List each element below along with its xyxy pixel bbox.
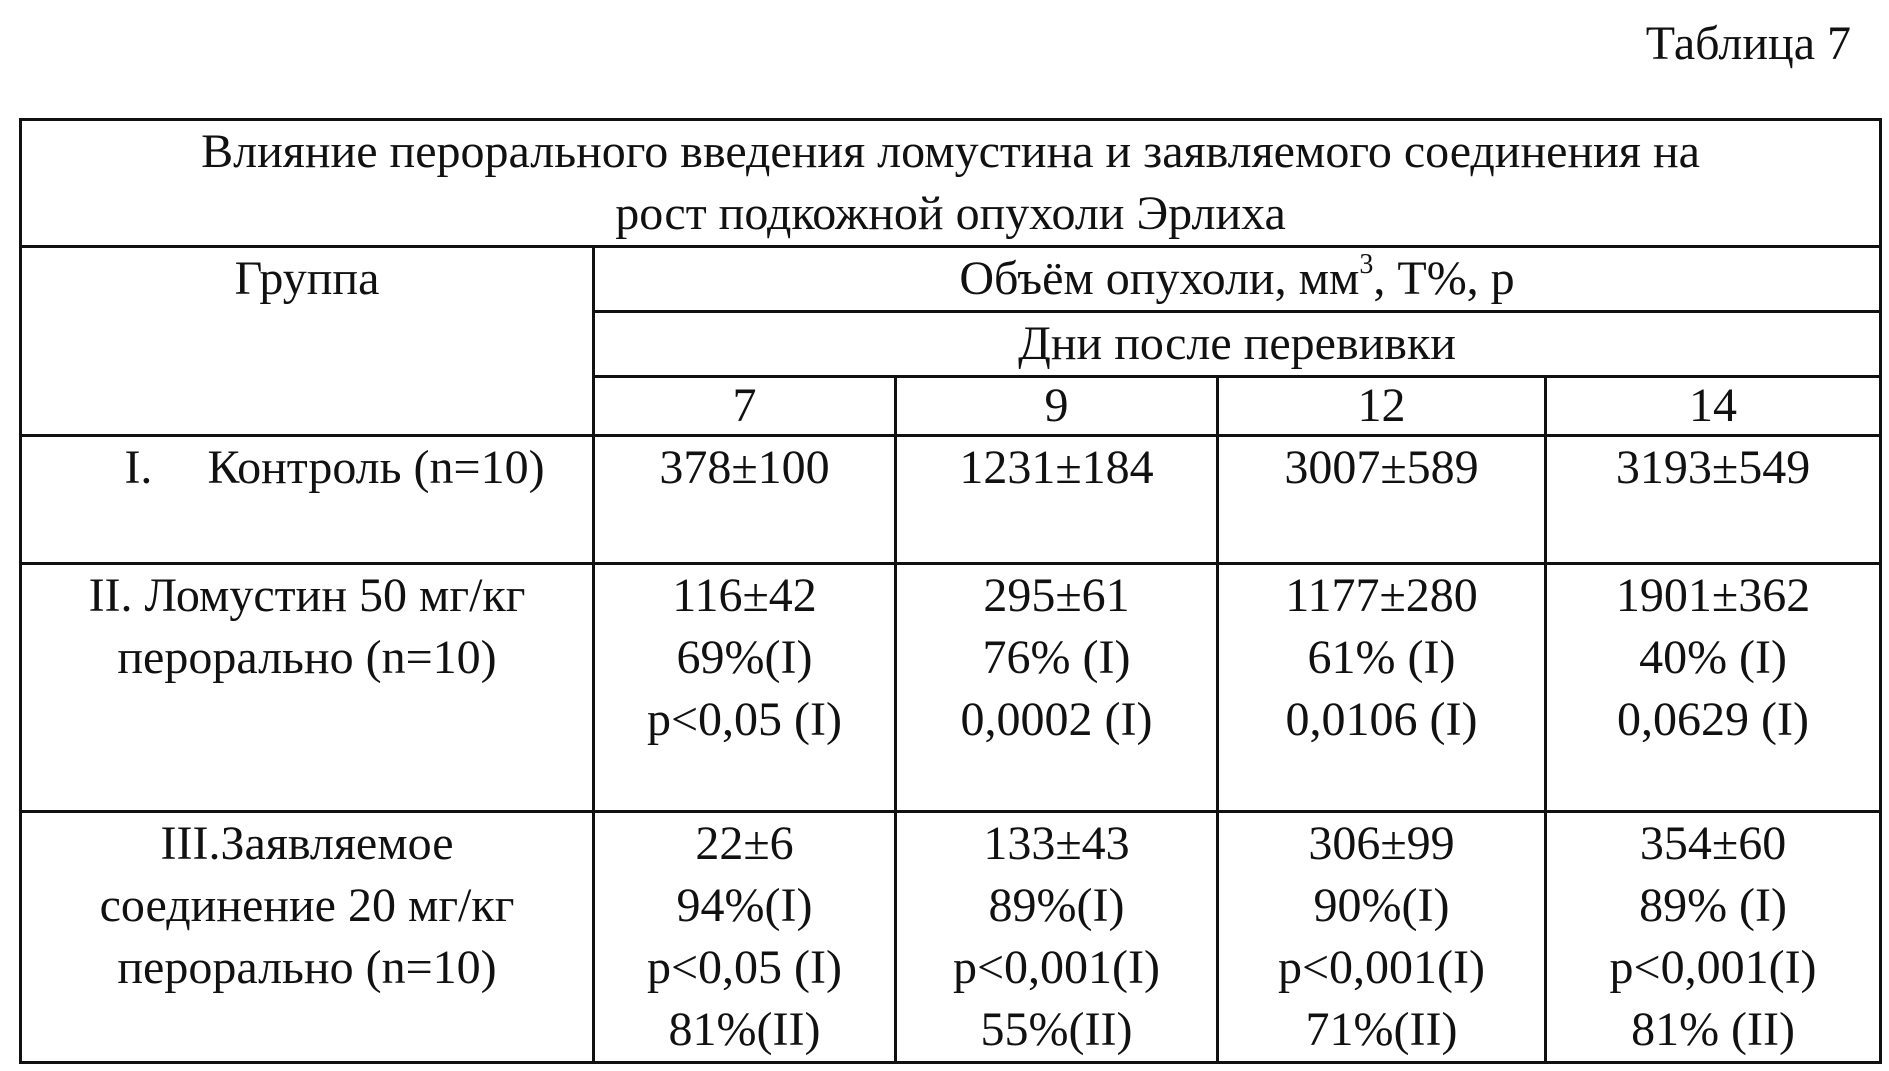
value-line: 3007±589	[1284, 441, 1479, 494]
group-label: соединение 20 мг/кг	[99, 879, 515, 932]
value-line: 89% (I)	[1639, 879, 1787, 932]
value-line: 76% (I)	[982, 631, 1131, 684]
value-cell	[1546, 564, 1881, 812]
volume-header-text: Объём опухоли, мм	[959, 252, 1360, 305]
table-row-claimed-compound	[21, 812, 1881, 1063]
value-line: 378±100	[659, 441, 830, 494]
group-number: I.	[124, 441, 153, 494]
day-header: 7	[594, 377, 896, 436]
group-cell	[21, 436, 594, 564]
value-line: 1901±362	[1615, 569, 1811, 622]
value-cell	[594, 812, 896, 1063]
group-label: Контроль (n=10)	[207, 441, 545, 494]
group-label: перорально (n=10)	[117, 631, 497, 684]
value-line: 3193±549	[1615, 441, 1811, 494]
volume-header	[594, 247, 1881, 312]
value-line: p<0,05 (I)	[646, 941, 843, 994]
value-line: 0,0106 (I)	[1285, 693, 1478, 746]
value-line: 90%(I)	[1313, 879, 1450, 932]
value-cell	[1218, 564, 1546, 812]
value-line: p<0,001(I)	[1277, 941, 1486, 994]
header-row	[21, 247, 1881, 312]
value-line: 1177±280	[1285, 569, 1478, 622]
day-header: 12	[1218, 377, 1546, 436]
group-label: перорально (n=10)	[117, 941, 497, 994]
value-line: 94%(I)	[676, 879, 813, 932]
value-line: 295±61	[983, 569, 1130, 622]
value-line: 354±60	[1639, 817, 1787, 870]
value-cell	[594, 564, 896, 812]
table-row-lomustine	[21, 564, 1881, 812]
value-line: 81% (II)	[1631, 1003, 1795, 1056]
value-line: 55%(II)	[980, 1003, 1133, 1056]
value-line: p<0,001(I)	[1609, 941, 1817, 994]
value-cell	[594, 436, 896, 564]
value-line: 81%(II)	[668, 1003, 821, 1056]
value-cell	[1546, 812, 1881, 1063]
volume-unit-exponent: 3	[1359, 249, 1374, 280]
table-row-control	[21, 436, 1881, 564]
value-line: 0,0002 (I)	[960, 693, 1153, 746]
value-line: 116±42	[672, 569, 817, 622]
value-cell	[896, 812, 1218, 1063]
group-cell	[21, 564, 594, 812]
results-table	[19, 118, 1882, 1064]
value-line: 40% (I)	[1639, 631, 1787, 684]
days-caption: Дни после перевивки	[594, 312, 1881, 377]
day-header: 9	[896, 377, 1218, 436]
value-line: 1231±184	[959, 441, 1154, 494]
caption-line: рост подкожной опухоли Эрлиха	[615, 187, 1286, 240]
group-label: III.Заявляемое	[160, 817, 454, 870]
table-number-label: Таблица 7	[1645, 17, 1851, 70]
value-cell	[1218, 812, 1546, 1063]
value-line: 61% (I)	[1307, 631, 1456, 684]
day-header: 14	[1546, 377, 1881, 436]
value-line: 22±6	[695, 817, 794, 870]
value-cell	[1546, 436, 1881, 564]
value-line: 89%(I)	[988, 879, 1125, 932]
group-label: II. Ломустин 50 мг/кг	[88, 569, 526, 622]
caption-row	[21, 120, 1881, 247]
value-cell	[896, 436, 1218, 564]
table-caption	[21, 120, 1881, 247]
volume-header-tail: , Т%, р	[1373, 252, 1515, 305]
value-line: p<0,05 (I)	[646, 693, 843, 746]
group-column-header: Группа	[21, 247, 594, 436]
caption-line: Влияние перорального введения ломустина и заявляемого соединения на	[201, 125, 1700, 178]
value-line: 69%(I)	[676, 631, 813, 684]
value-line: 306±99	[1308, 817, 1455, 870]
value-line: 0,0629 (I)	[1617, 693, 1809, 746]
value-cell	[896, 564, 1218, 812]
value-line: 71%(II)	[1305, 1003, 1458, 1056]
value-line: p<0,001(I)	[952, 941, 1161, 994]
value-cell	[1218, 436, 1546, 564]
value-line: 133±43	[983, 817, 1130, 870]
group-cell	[21, 812, 594, 1063]
